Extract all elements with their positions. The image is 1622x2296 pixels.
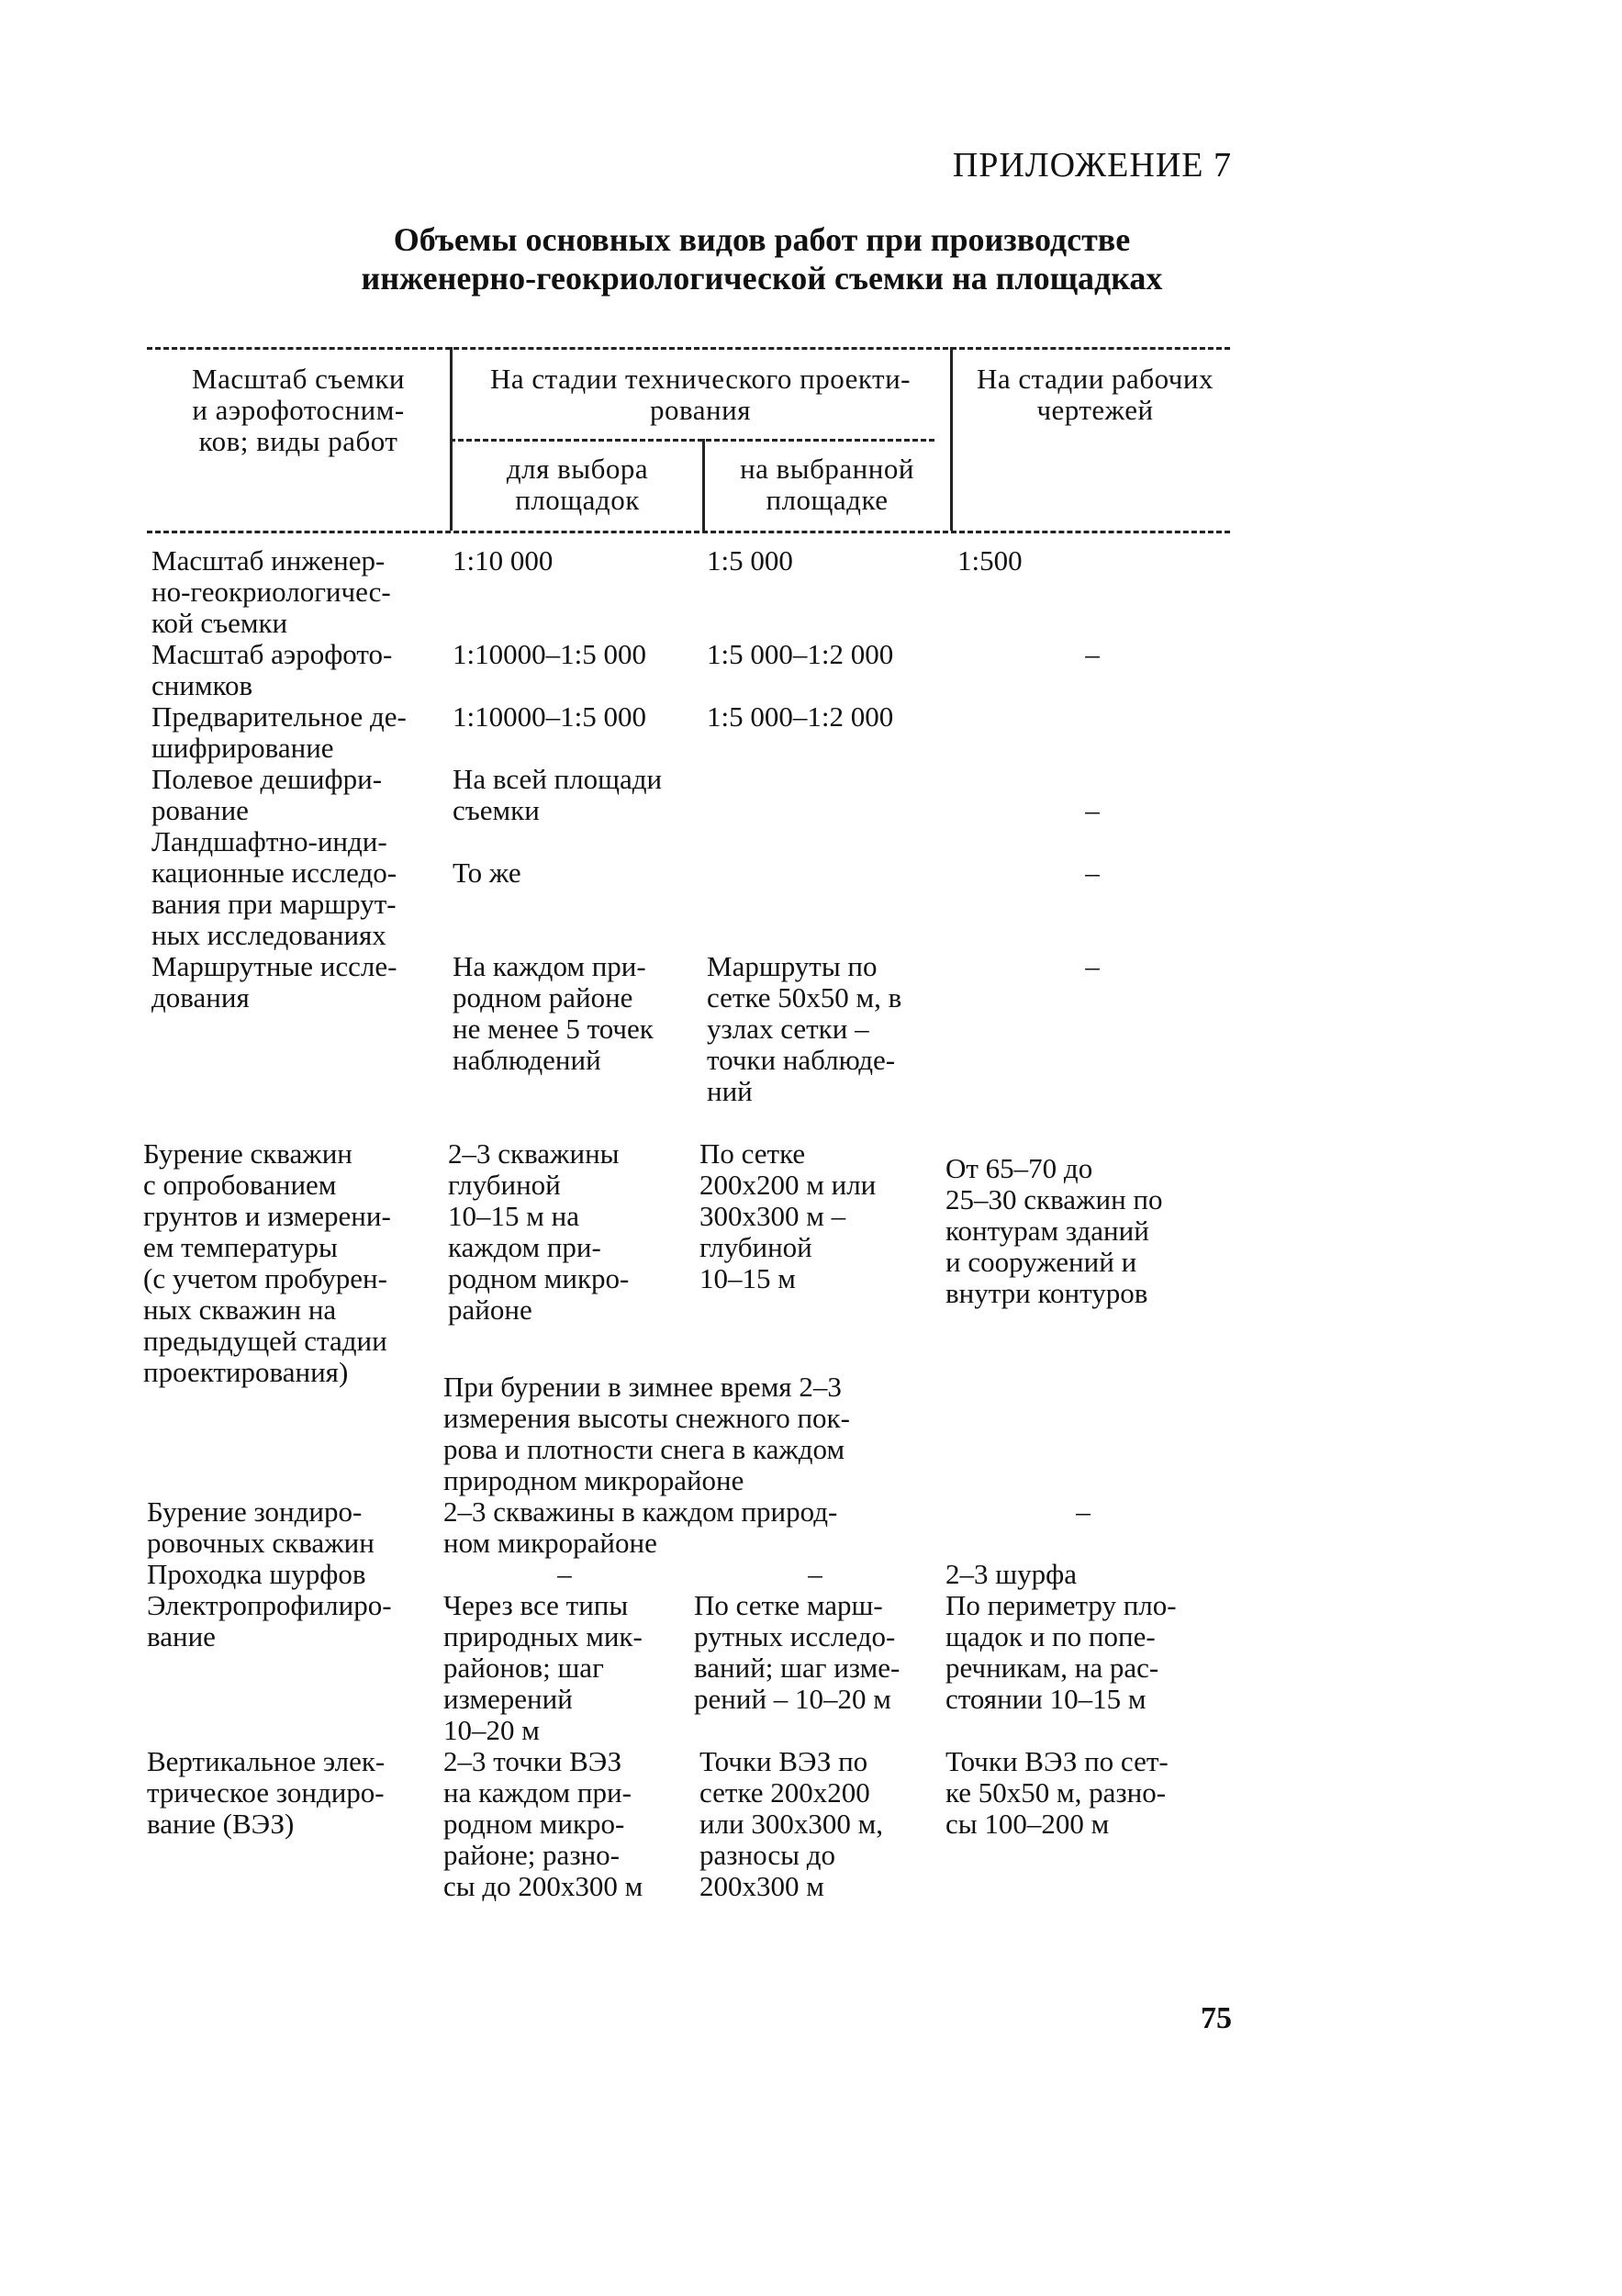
cell-scale-aerial-working: – xyxy=(1085,638,1100,670)
cell-drilling-site-selection: 2–3 скважины глубиной 10–15 м на каждом при- родном микро- районе xyxy=(448,1137,630,1326)
cell-electroprofiling-site-selection: Через все типы природных мик- районов; шаг измерений 10–20 м xyxy=(443,1589,643,1746)
page-title xyxy=(147,220,1377,297)
cell-drilling-working: От 65–70 до 25–30 скважин по контурам зданий и сооружений и внутри контуров xyxy=(945,1152,1163,1309)
cell-pits-selected-site: – xyxy=(808,1558,822,1590)
row-label-scale-aerial: Масштаб аэрофото- снимков xyxy=(151,638,393,701)
cell-route-working: – xyxy=(1085,950,1100,982)
cell-scale-aerial-site-selection: 1:10000–1:5 000 xyxy=(453,638,646,670)
cell-prelim-decoding-selected-site: 1:5 000–1:2 000 xyxy=(707,700,894,733)
cell-ves-site-selection: 2–3 точки ВЭЗ на каждом при- родном микро- районе; разно- сы до 200x300 м xyxy=(443,1745,643,1902)
cell-pits-site-selection: – xyxy=(557,1558,572,1590)
cell-route-selected-site: Маршруты по сетке 50x50 м, в узлах сетки – точки наблюде- ний xyxy=(707,950,902,1107)
appendix-label: ПРИЛОЖЕНИЕ 7 xyxy=(952,146,1232,185)
header-col-working-drawings: На стадии рабочих чертежей xyxy=(977,363,1214,426)
page-number: 75 xyxy=(1201,2001,1232,2035)
row-label-scale-survey: Масштаб инженер- но-геокриологичес- кой съемки xyxy=(151,544,391,639)
cell-ves-selected-site: Точки ВЭЗ по сетке 200x200 или 300x300 м, разносы до 200x300 м xyxy=(699,1745,884,1902)
cell-landscape-working: – xyxy=(1085,857,1100,889)
row-label-landscape: Ландшафтно-инди- кационные исследо- вания при маршрут- ных исследованиях xyxy=(151,825,397,951)
title-line-1: Объемы основных видов работ при производстве xyxy=(393,221,1131,258)
cell-pits-working: 2–3 шурфа xyxy=(945,1558,1077,1590)
table-header-bottom-rule xyxy=(147,531,1230,533)
row-label-route: Маршрутные иссле- дования xyxy=(151,950,397,1014)
cell-drilling-winter-note: При бурении в зимнее время 2–3 измерения высоты снежного пок- рова и плотности снега в каждом природном микрорайоне xyxy=(443,1371,850,1496)
row-label-drilling: Бурение скважин с опробованием грунтов и измерени- ем температуры (с учетом пробурен- ных скважин на предыдущей стадии проектирования) xyxy=(143,1137,391,1388)
cell-sounding-working: – xyxy=(1076,1495,1091,1528)
cell-prelim-decoding-site-selection: 1:10000–1:5 000 xyxy=(453,700,646,733)
cell-electroprofiling-selected-site: По сетке марш- рутных исследо- ваний; шаг изме- рений – 10–20 м xyxy=(694,1589,900,1715)
row-label-sounding: Бурение зондиро- ровочных скважин xyxy=(147,1495,375,1559)
row-label-ves: Вертикальное элек- трическое зондиро- вание (ВЭЗ) xyxy=(147,1745,386,1840)
cell-scale-aerial-selected-site: 1:5 000–1:2 000 xyxy=(707,638,894,670)
table-subheader-rule xyxy=(450,439,934,442)
cell-field-decoding-working: – xyxy=(1085,794,1100,826)
cell-electroprofiling-working: По периметру пло- щадок и по попе- речникам, на рас- стоянии 10–15 м xyxy=(945,1589,1177,1715)
cell-drilling-selected-site: По сетке 200x200 м или 300x300 м – глубиной 10–15 м xyxy=(699,1137,877,1294)
cell-ves-working: Точки ВЭЗ по сет- ке 50x50 м, разно- сы 100–200 м xyxy=(945,1745,1169,1840)
header-col-selected-site: на выбранной площадке xyxy=(740,453,914,516)
table-col-divider-3 xyxy=(950,347,953,531)
cell-route-site-selection: На каждом при- родном районе не менее 5 точек наблюдений xyxy=(453,950,654,1076)
row-label-field-decoding: Полевое дешифри- рование xyxy=(151,763,383,826)
title-line-2: инженерно-геокриологической съемки на площадках xyxy=(361,260,1163,297)
table-top-rule xyxy=(147,347,1230,350)
cell-scale-survey-site-selection: 1:10 000 xyxy=(453,544,554,577)
row-label-electroprofiling: Электропрофилиро- вание xyxy=(147,1589,392,1652)
cell-scale-survey-working: 1:500 xyxy=(957,544,1023,577)
header-col-works: Масштаб съемки и аэрофотосним- ков; виды работ xyxy=(192,363,405,457)
cell-landscape-site-selection: То же xyxy=(453,857,521,889)
table-col-divider-2 xyxy=(702,439,705,531)
header-col-technical-design: На стадии технического проекти- рования xyxy=(489,363,912,426)
cell-sounding-technical: 2–3 скважины в каждом природ- ном микрорайоне xyxy=(443,1495,838,1559)
row-label-pits: Проходка шурфов xyxy=(147,1558,366,1590)
row-label-prelim-decoding: Предварительное де- шифрирование xyxy=(151,700,407,764)
table-col-divider-1 xyxy=(450,347,453,531)
header-col-site-selection: для выбора площадок xyxy=(506,453,649,516)
cell-field-decoding-site-selection: На всей площади съемки xyxy=(453,763,663,826)
cell-scale-survey-selected-site: 1:5 000 xyxy=(707,544,793,577)
